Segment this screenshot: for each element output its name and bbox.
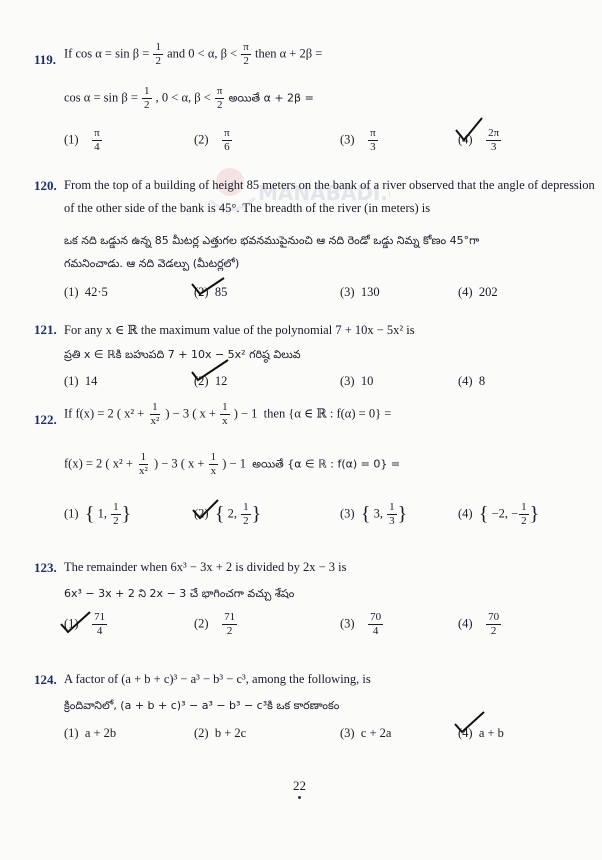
option-1: (1) { 1, $\frac{1}{2}$ } <box>64 501 132 527</box>
question-text-te: cos α = sin β = $\frac{1}{2}$ , 0 < α, β < $\frac{\pi}{2}$ అయితే α + 2β = <box>64 85 314 111</box>
option-4: (4) $\frac{70}{2}$ <box>458 611 500 637</box>
question-text-te: f(x) = 2 ( x² + $\frac{1}{\text{x²}}$ ) − 3 ( x + $\frac{1}{x}$ ) − 1 అయితే {α ∈ ℝ : f(α) = 0} = <box>64 451 401 477</box>
question-text-en-line2: of the other side of the bank is 45°. The breadth of the river (in meters) is <box>64 201 431 215</box>
question-text-en: A factor of (a + b + c)³ − a³ − b³ − c³, among the following, is <box>64 672 371 686</box>
question-text-en-line1: From the top of a building of height 85 meters on the bank of a river observed that the angle of depression <box>64 178 595 192</box>
option-3: (3) c + 2a <box>340 726 392 740</box>
option-4: (4) 202 <box>458 285 498 299</box>
question-text-te: క్రిందివానిలో, (a + b + c)³ − a³ − b³ − c³కి ఒక కారణాంకం <box>64 699 340 712</box>
option-1: (1) a + 2b <box>64 726 117 740</box>
question-text-te-line1: ఒక నది ఒడ్డున ఉన్న 85 మీటర్ల ఎత్తుగల భవనముపైనుంచి ఆ నది రెండో ఒడ్డు నిమ్న కోణం 45°గా <box>64 234 480 247</box>
option-3: (3) 130 <box>340 285 380 299</box>
question-number: 119. <box>34 52 57 67</box>
option-3: (3) { 3, $\frac{1}{3}$ } <box>340 501 408 527</box>
question-text-en: If cos α = sin β = $\frac{1}{2}$ and 0 < α, β < $\frac{\pi}{2}$ then α + 2β = <box>64 41 323 67</box>
answer-check-mark <box>58 608 94 638</box>
question-number: 122. <box>34 412 57 427</box>
option-3: (3) 10 <box>340 374 374 388</box>
question-number: 121. <box>34 322 57 337</box>
option-1: (1) 14 <box>64 374 98 388</box>
option-2: (2) b + 2c <box>194 726 247 740</box>
option-3: (3) $\frac{\pi}{3}$ <box>340 127 376 153</box>
option-1: (1) $\frac{71}{4}$ <box>64 611 106 637</box>
watermark-text: MANABADI. <box>258 181 388 205</box>
answer-check-mark <box>190 496 222 524</box>
answer-check-mark <box>188 272 228 300</box>
option-2: (2) 12 <box>194 374 228 388</box>
option-2: (2) 85 <box>194 285 228 299</box>
option-4: (4) a + b <box>458 726 504 740</box>
option-4: (4) { −2, − $\frac{1}{2}$ } <box>458 501 540 527</box>
answer-check-mark <box>188 356 232 386</box>
question-number: 124. <box>34 672 57 687</box>
option-2: (2) $\frac{\pi}{6}$ <box>194 127 230 153</box>
answer-check-mark <box>452 116 486 146</box>
watermark-logo <box>200 160 390 235</box>
option-4: (4) $\frac{2\pi}{3}$ <box>458 127 500 153</box>
answer-check-mark <box>452 708 488 738</box>
question-number: 123. <box>34 560 57 575</box>
question-number: 120. <box>34 178 57 193</box>
option-2: (2) { 2, $\frac{1}{2}$ } <box>194 501 262 527</box>
question-text-te-line2: గమనించాడు. ఆ నది వెడల్పు (మీటర్లలో) <box>64 257 240 270</box>
question-text-en: If f(x) = 2 ( x² + $\frac{1}{\text{x²}}$ ) − 3 ( x + $\frac{1}{x}$ ) − 1 then {α ∈ ℝ : f(α) = 0} = <box>64 401 392 427</box>
option-3: (3) $\frac{70}{4}$ <box>340 611 382 637</box>
question-text-en: For any x ∈ ℝ the maximum value of the polynomial 7 + 10x − 5x² is <box>64 323 415 337</box>
option-4: (4) 8 <box>458 374 486 388</box>
page-number: 22 <box>293 778 306 793</box>
question-text-te: 6x³ − 3x + 2 ని 2x − 3 చే భాగించగా వచ్చు శేషం <box>64 587 295 600</box>
page-dot <box>298 796 301 799</box>
option-1: (1) 42·5 <box>64 285 108 299</box>
question-text-en: The remainder when 6x³ − 3x + 2 is divided by 2x − 3 is <box>64 560 347 574</box>
option-2: (2) $\frac{71}{2}$ <box>194 611 236 637</box>
option-1: (1) $\frac{\pi}{4}$ <box>64 127 100 153</box>
question-text-te: ప్రతి x ∈ ℝకి బహుపది 7 + 10x − 5x² గరిష్ఠ విలువ <box>64 348 301 361</box>
